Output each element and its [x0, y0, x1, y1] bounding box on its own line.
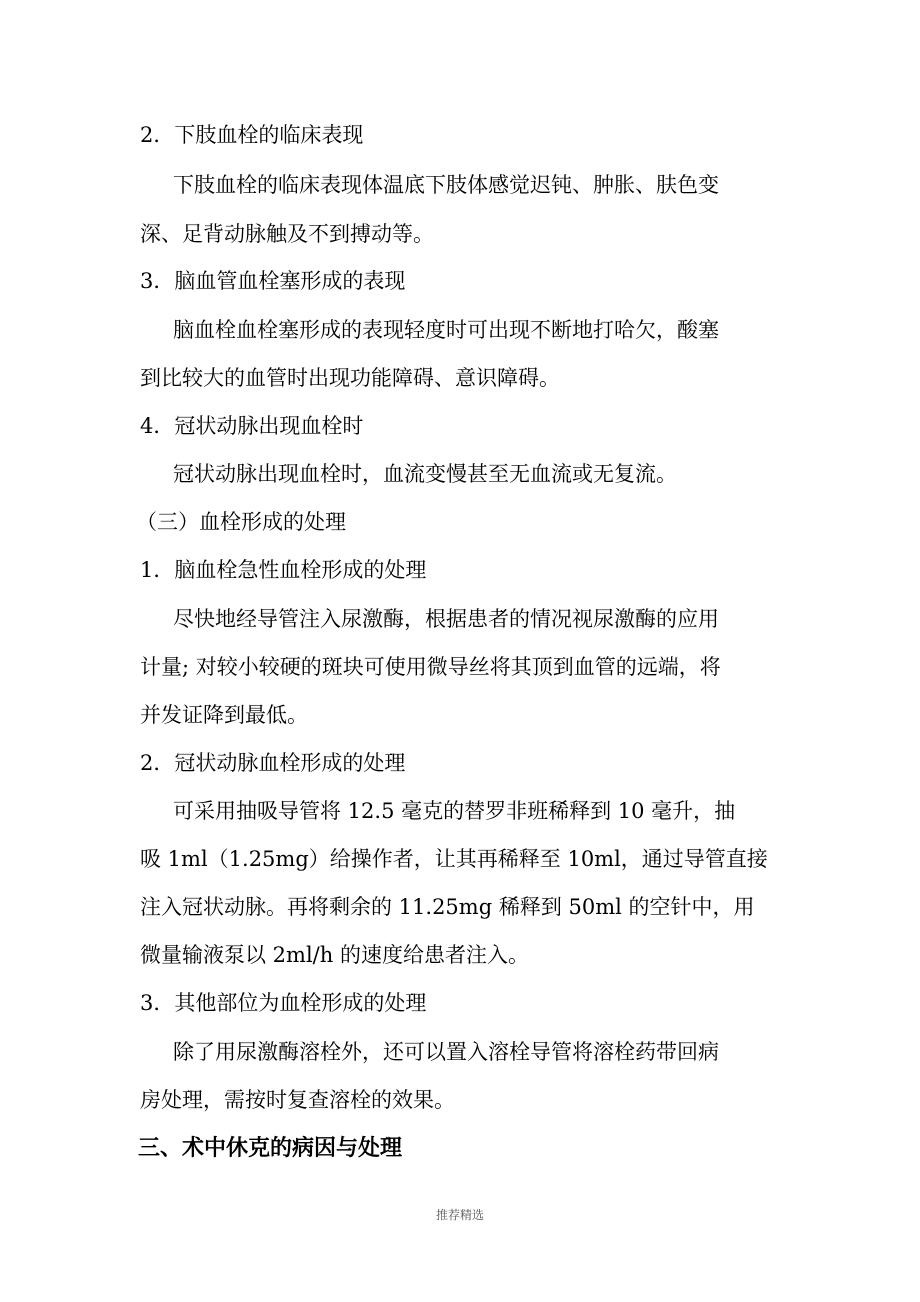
paragraph-line: 深、足背动脉触及不到搏动等。 — [140, 222, 434, 246]
heading-cerebral-treatment: 1．脑血栓急性血栓形成的处理 — [140, 558, 427, 582]
paragraph-line: 可采用抽吸导管将 12.5 毫克的替罗非班稀释到 10 毫升，抽 — [173, 799, 736, 823]
heading-coronary-treatment: 2．冠状动脉血栓形成的处理 — [140, 751, 406, 775]
paragraph-line: 微量输液泵以 2ml/h 的速度给患者注入。 — [140, 943, 529, 967]
paragraph-line: 到比较大的血管时出现功能障碍、意识障碍。 — [140, 366, 560, 390]
paragraph-line: 注入冠状动脉。再将剩余的 11.25mg 稀释到 50ml 的空针中，用 — [140, 895, 755, 919]
paragraph-line: 吸 1ml（1.25mg）给操作者，让其再稀释至 10ml，通过导管直接 — [140, 847, 768, 871]
paragraph-line: 房处理，需按时复查溶栓的效果。 — [140, 1088, 455, 1112]
paragraph-line: 并发证降到最低。 — [140, 703, 308, 727]
heading-coronary-thrombosis: 4．冠状动脉出现血栓时 — [140, 414, 364, 438]
paragraph-line: 除了用尿激酶溶栓外，还可以置入溶栓导管将溶栓药带回病 — [173, 1040, 719, 1064]
section-heading-intraoperative-shock: 三、术中休克的病因与处理 — [138, 1136, 403, 1161]
heading-other-site-treatment: 3．其他部位为血栓形成的处理 — [140, 991, 427, 1015]
heading-lower-limb-thrombosis: 2．下肢血栓的临床表现 — [140, 123, 364, 147]
heading-cerebral-thrombosis: 3．脑血管血栓塞形成的表现 — [140, 269, 406, 293]
paragraph-line: 下肢血栓的临床表现体温底下肢体感觉迟钝、肿胀、肤色变 — [173, 173, 719, 197]
paragraph-line: 冠状动脉出现血栓时，血流变慢甚至无血流或无复流。 — [173, 462, 677, 486]
paragraph-line: 尽快地经导管注入尿激酶，根据患者的情况视尿激酶的应用 — [173, 607, 719, 631]
paragraph-line: 脑血栓血栓塞形成的表现轻度时可出现不断地打哈欠，酸塞 — [173, 318, 719, 342]
subsection-heading-treatment: （三）血栓形成的处理 — [136, 510, 346, 534]
paragraph-line: 计量; 对较小较硬的斑块可使用微导丝将其顶到血管的远端，将 — [140, 655, 721, 679]
page-footer: 推荐精选 — [435, 1208, 484, 1222]
